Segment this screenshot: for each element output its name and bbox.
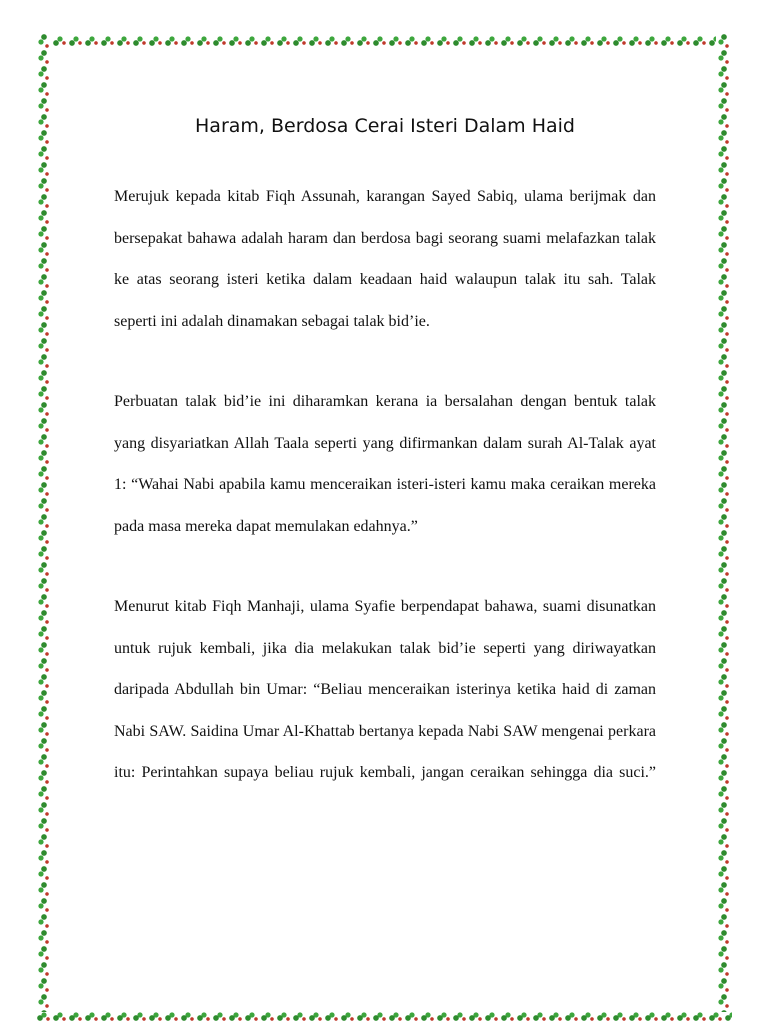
decorative-border-right <box>716 34 732 1024</box>
document-title: Haram, Berdosa Cerai Isteri Dalam Haid <box>195 115 575 137</box>
paragraph-3: Menurut kitab Fiqh Manhaji, ulama Syafie berpendapat bahawa, suami disunatkan untuk rujuk kembali, jika dia melakukan talak bid’ie seperti yang diriwayatkan daripada Abdullah bin Umar: “Beliau menceraikan isterinya ketika haid di zaman Nabi SAW. Saidina Umar Al-Khattab bertanya kepada Nabi SAW mengenai perkara itu: Perintahkan supaya beliau rujuk kembali, jangan ceraikan sehingga dia suci.” <box>114 598 656 781</box>
paragraph-1: Merujuk kepada kitab Fiqh Assunah, karangan Sayed Sabiq, ulama berijmak dan bersepakat bahawa adalah haram dan berdosa bagi seorang suami melafazkan talak ke atas seorang isteri ketika dalam keadaan haid walaupun talak itu sah. Talak seperti ini adalah dinamakan sebagai talak bid’ie. <box>114 188 656 330</box>
document-page <box>114 112 656 833</box>
decorative-border-top <box>36 34 732 50</box>
paragraph-2: Perbuatan talak bid’ie ini diharamkan kerana ia bersalahan dengan bentuk talak yang disyariatkan Allah Taala seperti yang difirmankan dalam surah Al-Talak ayat 1: “Wahai Nabi apabila kamu menceraikan isteri-isteri kamu maka ceraikan mereka pada masa mereka dapat memulakan edahnya.” <box>114 393 656 535</box>
decorative-border-bottom <box>36 1012 732 1024</box>
decorative-border-left <box>36 34 52 1024</box>
